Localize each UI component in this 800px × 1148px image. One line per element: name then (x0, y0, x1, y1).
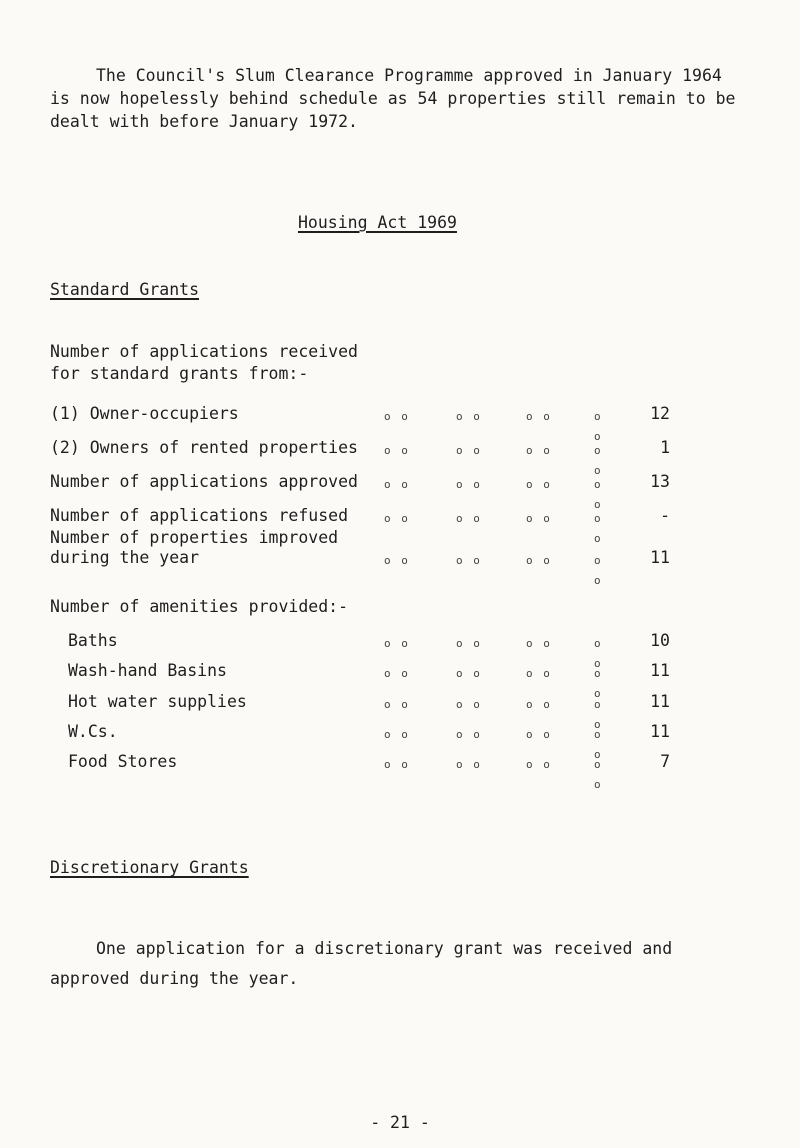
applications-approved-row (50, 472, 670, 511)
row-label: Baths (68, 631, 118, 650)
owners-rented-row (50, 438, 670, 477)
amenity-wcs-row (50, 722, 670, 761)
leader-dots: o o o o o o o o (384, 637, 603, 670)
row-label: (1) Owner-occupiers (50, 404, 239, 423)
properties-improved-row (50, 548, 670, 587)
leader-dots: o o o o o o o o (384, 698, 603, 731)
row-label: Hot water supplies (68, 692, 247, 711)
row-value: 11 (650, 661, 670, 680)
leader-dots: o o o o o o o o (384, 478, 603, 511)
row-label: (2) Owners of rented properties (50, 438, 358, 457)
applications-intro-2: for standard grants from:- (50, 364, 309, 383)
standard-grants-heading: Standard Grants (50, 280, 200, 299)
row-label: Number of applications refused (50, 506, 349, 525)
row-label: Food Stores (68, 752, 178, 771)
row-label: Number of applications approved (50, 472, 358, 491)
amenity-hot-water-row (50, 692, 670, 731)
row-value: 11 (650, 548, 670, 567)
intro-line-3: dealt with before January 1972. (50, 112, 358, 131)
properties-improved-label-1: Number of properties improved (50, 528, 339, 547)
amenity-wash-hand-basins-row (50, 661, 670, 700)
row-value: 12 (650, 404, 670, 423)
amenity-food-stores-row (50, 752, 670, 791)
page-number: - 21 - (370, 1113, 430, 1132)
discretionary-line-1: One application for a discretionary grant was received and (96, 939, 673, 958)
leader-dots: o o o o o o o o (384, 667, 603, 700)
owner-occupiers-row (50, 404, 670, 443)
housing-act-heading: Housing Act 1969 (298, 213, 457, 232)
row-value: 7 (660, 752, 670, 771)
row-label: Wash-hand Basins (68, 661, 227, 680)
leader-dots: o o o o o o o o (384, 728, 603, 761)
applications-intro-1: Number of applications received (50, 342, 358, 361)
row-value: 13 (650, 472, 670, 491)
amenities-heading: Number of amenities provided:- (50, 597, 349, 616)
row-label: W.Cs. (68, 722, 118, 741)
row-value: 11 (650, 722, 670, 741)
leader-dots: o o o o o o o o (384, 758, 603, 791)
discretionary-grants-heading: Discretionary Grants (50, 858, 249, 877)
amenity-baths-row (50, 631, 670, 670)
leader-dots: o o o o o o o o (384, 512, 603, 545)
leader-dots: o o o o o o o o (384, 444, 603, 477)
intro-line-1: The Council's Slum Clearance Programme approved in January 1964 (96, 66, 722, 85)
intro-line-2: is now hopelessly behind schedule as 54 properties still remain to be (50, 89, 736, 108)
row-value: - (660, 506, 670, 525)
row-value: 1 (660, 438, 670, 457)
discretionary-line-2: approved during the year. (50, 969, 299, 988)
leader-dots: o o o o o o o o (384, 554, 603, 587)
row-label: during the year (50, 548, 200, 567)
row-value: 10 (650, 631, 670, 650)
leader-dots: o o o o o o o o (384, 410, 603, 443)
row-value: 11 (650, 692, 670, 711)
